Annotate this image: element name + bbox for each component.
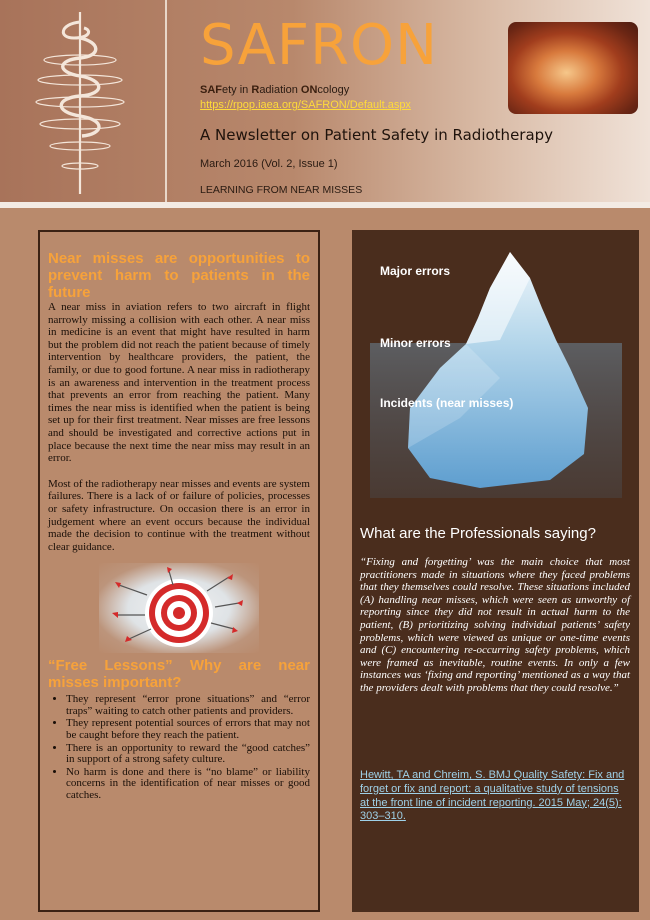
radiation-beam-image	[508, 22, 638, 114]
list-item: • There is an opportunity to reward the “good catches” in support of a strong safety culture.	[66, 743, 310, 766]
article-paragraph-2: Most of the radiotherapy near misses and events are system failures. There is a lack of or failure of policies, processes or safety infrastructure. On occasion there is an error in judgement where an event occurs because the individual made the decision to continue with the treatment without clear guidance.	[48, 477, 310, 553]
safron-url-link[interactable]: https://rpop.iaea.org/SAFRON/Default.aspx	[200, 99, 411, 111]
header-divider	[0, 202, 650, 208]
list-item: • They represent potential sources of errors that may not be caught before they reach the patient.	[66, 718, 310, 741]
article-paragraph-1: A near miss in aviation refers to two aircraft in flight narrowly missing a collision with each other. A near miss in medicine is an event that might have resulted in harm but the problem did not reach the patient because of timely intervention by healthcare providers, the patient, the family, or due to good fortune. A near miss in radiotherapy is an awareness and intervention in the treatment process that prevents an error from reaching the patient. Many times the near miss is identified when the patient is being set up for their first treatment. Near misses are free lessons and should be investigated and corrective actions put in place because the next time the near miss may result in an error.	[48, 301, 310, 465]
newsletter-title: SAFRON	[200, 13, 438, 78]
incidents-label: Incidents (near misses)	[380, 396, 514, 410]
citation-link[interactable]: Hewitt, TA and Chreim, S. BMJ Quality Safety: Fix and forget or fix and report: a qualitative study of tensions at the front line of incident reporting. 2015 May; 24(5): 303–310.	[360, 769, 625, 823]
article-heading: Near misses are opportunities to prevent harm to patients in the future	[48, 250, 310, 301]
free-lessons-heading: “Free Lessons” Why are near misses important?	[48, 657, 310, 692]
logo-panel	[0, 0, 167, 202]
iceberg-icon	[370, 248, 622, 498]
header	[0, 0, 650, 202]
professionals-quote: “Fixing and forgetting’ was the main choice that most practitioners made in situations where they faced problems that they themselves could resolve. These situations included (A) handling near misses, which were seen as unworthy of reporting since they did not result in actual harm to the patient, (B) prioritizing solving individual patients’ safety problems, which were viewed as unique or one-time events and (C) encountering re-occurring safety problems, which were framed as inevitable, routine events. In only a few instances was ‘fixing and reporting’ mentioned as a way that the providers dealt with problems that they could resolve.”	[360, 556, 630, 694]
dartboard-icon	[99, 563, 259, 653]
professionals-heading: What are the Professionals saying?	[360, 525, 596, 542]
newsletter-tagline: A Newsletter on Patient Safety in Radiotherapy	[200, 126, 554, 144]
importance-list	[48, 694, 310, 801]
list-item: • No harm is done and there is “no blame” or liability concerns in the identification of near misses or good catches.	[66, 767, 310, 802]
minor-errors-label: Minor errors	[380, 336, 451, 350]
target-image	[99, 563, 259, 653]
caduceus-icon	[30, 8, 130, 198]
major-errors-label: Major errors	[380, 264, 451, 278]
newsletter-subtitle: SAFety in Radiation ONcology	[200, 84, 350, 96]
list-item: • They represent “error prone situations” and “error traps” waiting to catch other patients and providers.	[66, 694, 310, 717]
left-article	[38, 230, 320, 912]
issue-date: March 2016 (Vol. 2, Issue 1)	[200, 158, 338, 170]
iceberg-figure	[370, 248, 622, 498]
issue-theme: LEARNING FROM NEAR MISSES	[200, 184, 363, 196]
right-sidebar	[352, 230, 639, 912]
